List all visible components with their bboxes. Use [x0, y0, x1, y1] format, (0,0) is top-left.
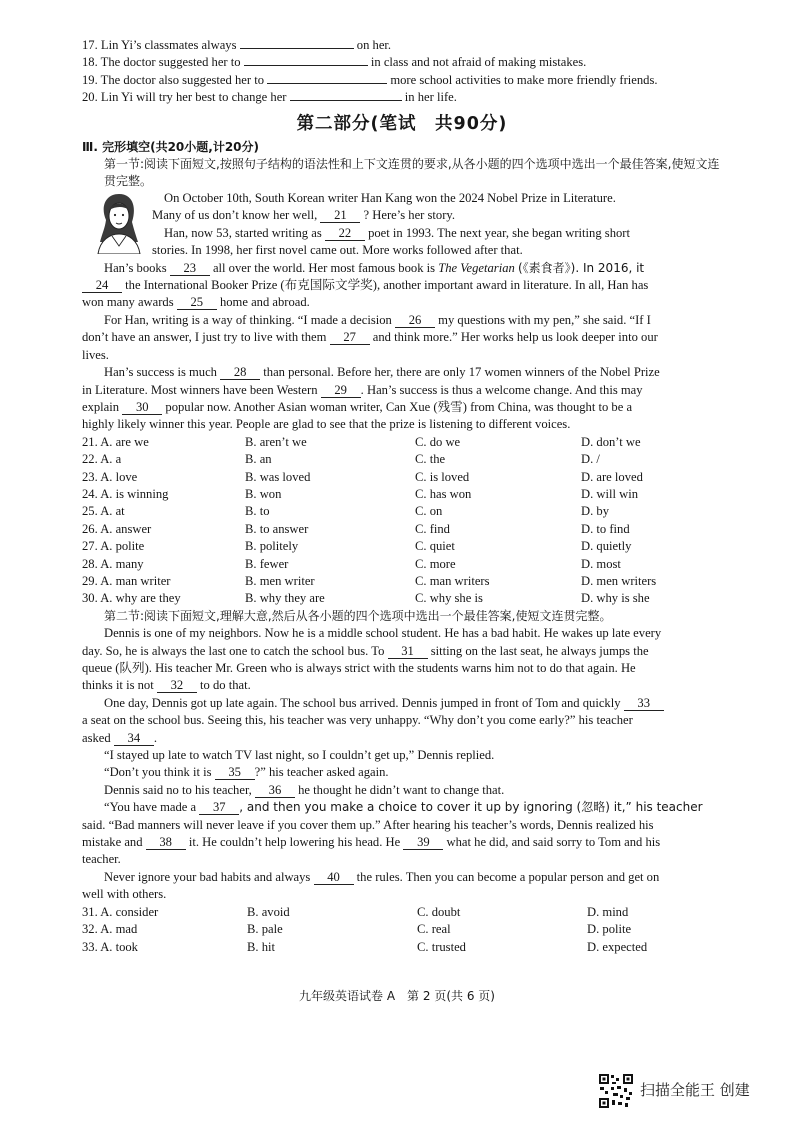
- blank-22[interactable]: 22: [325, 227, 365, 241]
- option-row: 29. A. man writer B. men writer C. man writers D. men writers: [82, 573, 657, 588]
- passage1-line: lives.: [82, 347, 109, 362]
- answer-blank[interactable]: [244, 65, 368, 66]
- part2-instructions: 第二节:阅读下面短文,理解大意,然后从各小题的四个选项中选出一个最佳答案,使短文连贯完整。: [104, 608, 612, 623]
- item-17: 17. Lin Yi’s classmates always on her.: [82, 38, 392, 52]
- answer-blank[interactable]: [267, 83, 387, 84]
- blank-26[interactable]: 26: [395, 314, 435, 328]
- part1-instructions: 第一节:阅读下面短文,按照句子结构的语法性和上下文连贯的要求,从各小题的四个选项中选出一个最佳答案,使短文连贯完整。: [104, 157, 720, 189]
- option-row: 22. A. a B. an C. the D. /: [82, 452, 600, 467]
- blank-36[interactable]: 36: [255, 784, 295, 798]
- passage2-line: “You have made a 37 , and then you make a choice to cover it up by ignoring (忽略) it,” his teacher: [104, 800, 703, 815]
- passage2-line: thinks it is not 32 to do that.: [82, 678, 251, 693]
- part-title: 第二部分(笔试 共90分): [296, 113, 508, 134]
- passage1-line: don’t have an answer, I just try to live with them 27 and think more.” Her works help us look deeper into our: [82, 330, 658, 345]
- item-20: 20. Lin Yi will try her best to change her in her life.: [82, 90, 457, 105]
- passage2-line: day. So, he is always the last one to catch the school bus. To 31 sitting on the last seat, he always jumps the: [82, 643, 649, 658]
- blank-25[interactable]: 25: [177, 296, 217, 310]
- passage1-line: For Han, writing is a way of thinking. “I made a decision 26 my questions with my pen,” she said. “If I: [104, 312, 651, 327]
- blank-28[interactable]: 28: [220, 366, 260, 380]
- options-21-30: [82, 434, 722, 608]
- item-18: 18. The doctor suggested her to in class and not afraid of making mistakes.: [82, 55, 587, 70]
- option-row: 24. A. is winning B. won C. has won D. will win: [82, 486, 639, 501]
- top-items: [82, 37, 722, 107]
- passage2-line: mistake and 38 it. He couldn’t help lowering his head. He 39 what he did, and said sorry to Tom and his: [82, 835, 661, 850]
- passage1-line: highly likely winner this year. People are glad to see that the prize is listening to different voices.: [82, 417, 571, 432]
- blank-31[interactable]: 31: [388, 645, 428, 659]
- passage2-line: teacher.: [82, 852, 121, 867]
- page-footer: 九年级英语试卷 A 第 2 页(共 6 页): [299, 989, 495, 1003]
- passage1-line: Han’s success is much 28 than personal. Before her, there are only 17 women winners of the Nobel Prize: [104, 365, 660, 380]
- blank-37[interactable]: 37: [199, 801, 239, 815]
- passage2-line: said. “Bad manners will never leave if you cover them up.” After hearing his teacher’s words, Dennis realized his: [82, 817, 654, 832]
- scanner-watermark: 扫描全能王 创建: [598, 1073, 750, 1109]
- passage2-line: queue (队列). His teacher Mr. Green who is always strict with the students warns him not to do that again. He: [82, 661, 636, 675]
- blank-33[interactable]: 33: [624, 697, 664, 711]
- blank-38[interactable]: 38: [146, 836, 186, 850]
- passage1-line: 24 the International Booker Prize (布克国际文学奖), another important award in literature. In all, Han has: [82, 277, 722, 294]
- option-row: 26. A. answer B. to answer C. find D. to find: [82, 521, 630, 536]
- option-row: 27. A. polite B. politely C. quiet D. quietly: [82, 539, 632, 554]
- passage1-line: won many awards 25 home and abroad.: [82, 295, 310, 310]
- passage2-line: One day, Dennis got up late again. The school bus arrived. Dennis jumped in front of Tom and quickly 33: [82, 695, 722, 712]
- blank-35[interactable]: 35: [215, 766, 255, 780]
- option-row: 30. A. why are they B. why they are C. why she is D. why is she: [82, 591, 650, 606]
- passage-opening: [82, 190, 722, 260]
- option-row: 31. A. consider B. avoid C. doubt D. mind: [82, 904, 629, 919]
- item-19: 19. The doctor also suggested her to more school activities to make more friendly friends.: [82, 72, 658, 87]
- option-row: 23. A. love B. was loved C. is loved D. are loved: [82, 469, 643, 484]
- passage1-line: in Literature. Most winners have been Western 29 . Han’s success is thus a welcome change. And this may: [82, 382, 643, 397]
- writer-portrait-icon: [92, 190, 144, 254]
- passage1-line: Many of us don’t know her well, 21 ? Here’s her story.: [152, 208, 456, 223]
- blank-24[interactable]: 24: [82, 279, 122, 293]
- answer-blank[interactable]: [290, 100, 402, 101]
- exam-page: [82, 37, 722, 956]
- blank-21[interactable]: 21: [320, 209, 360, 223]
- blank-27[interactable]: 27: [330, 331, 370, 345]
- passage2-line: Dennis is one of my neighbors. Now he is a middle school student. He has a bad habit. He wakes up late every: [104, 626, 662, 641]
- passage2-line: Never ignore your bad habits and always 40 the rules. Then you can become a popular person and get on: [104, 869, 660, 884]
- blank-39[interactable]: 39: [403, 836, 443, 850]
- passage2-line: Dennis said no to his teacher, 36 he thought he didn’t want to change that.: [104, 782, 505, 797]
- blank-23[interactable]: 23: [170, 262, 210, 276]
- blank-34[interactable]: 34: [114, 732, 154, 746]
- option-row: 33. A. took B. hit C. trusted D. expected: [82, 939, 648, 954]
- option-row: 28. A. many B. fewer C. more D. most: [82, 556, 621, 571]
- blank-30[interactable]: 30: [122, 401, 162, 415]
- passage1-line: On October 10th, South Korean writer Han Kang won the 2024 Nobel Prize in Literature.: [164, 191, 616, 206]
- blank-40[interactable]: 40: [314, 871, 354, 885]
- passage1-line: explain 30 popular now. Another Asian woman writer, Can Xue (残雪) from China, was thought to be a: [82, 399, 633, 414]
- option-row: 21. A. are we B. aren’t we C. do we D. don’t we: [82, 434, 641, 449]
- passage2-line: “I stayed up late to watch TV last night, so I couldn’t get up,” Dennis replied.: [104, 748, 495, 763]
- passage1-line: stories. In 1998, her first novel came out. More works followed after that.: [152, 243, 523, 258]
- option-row: 25. A. at B. to C. on D. by: [82, 504, 609, 519]
- blank-29[interactable]: 29: [321, 384, 361, 398]
- section-heading: Ⅲ. 完形填空(共20小题,计20分): [82, 139, 260, 154]
- passage2-line: asked 34 .: [82, 730, 157, 745]
- passage1-line: Han, now 53, started writing as 22 poet in 1993. The next year, she began writing short: [164, 225, 630, 240]
- blank-32[interactable]: 32: [157, 679, 197, 693]
- options-31-33: [82, 904, 722, 956]
- passage1-line: Han’s books 23 all over the world. Her most famous book is The Vegetarian (《素食者》). In 2016, it: [104, 260, 645, 275]
- option-row: 32. A. mad B. pale C. real D. polite: [82, 922, 632, 937]
- answer-blank[interactable]: [240, 48, 354, 49]
- passage2-line: well with others.: [82, 887, 167, 902]
- qr-code-icon: [598, 1073, 634, 1109]
- passage2-line: “Don’t you think it is 35 ?” his teacher asked again.: [104, 765, 389, 780]
- passage2-line: a seat on the school bus. Seeing this, his teacher was very unhappy. “Why don’t you come early?” his teacher: [82, 713, 633, 728]
